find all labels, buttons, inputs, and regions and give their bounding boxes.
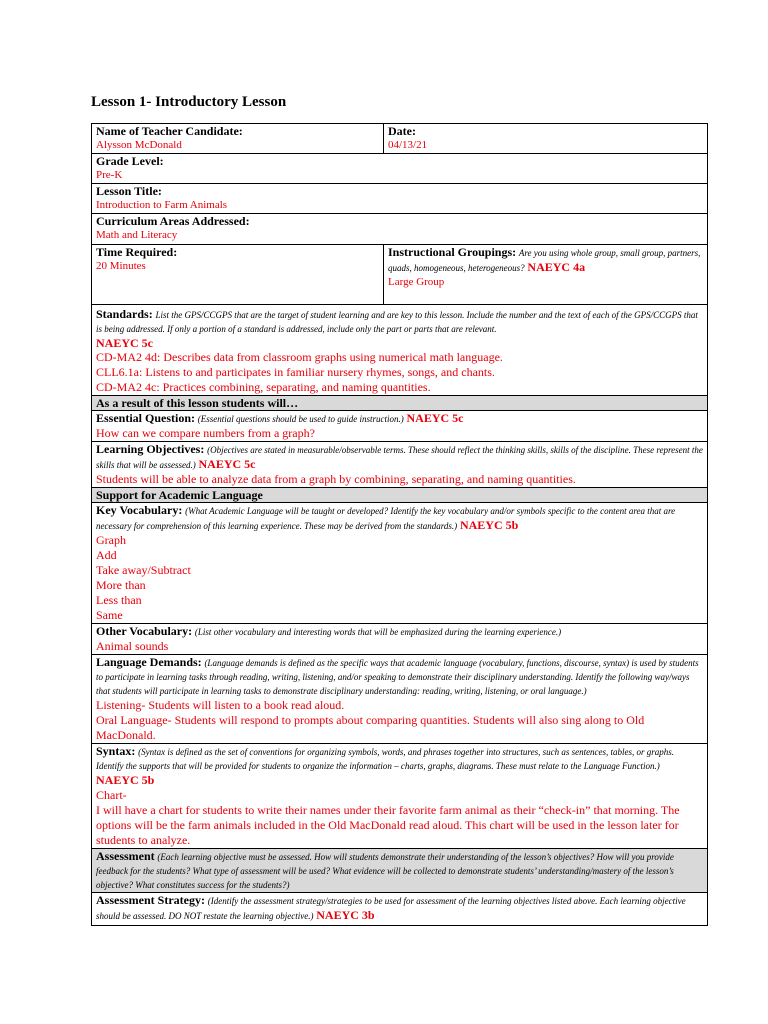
other-vocab-label: Other Vocabulary: <box>96 624 193 638</box>
grade-label: Grade Level: <box>96 154 164 168</box>
curriculum-cell <box>92 214 708 245</box>
lang-demands-label: Language Demands: <box>96 655 202 669</box>
assessment-cell <box>92 849 708 893</box>
groupings-prompt: Are you using whole group, small group, partners, quads, homogeneous, heterogeneous? <box>388 248 701 273</box>
groupings-label: Instructional Groupings: <box>388 245 517 259</box>
time-row <box>92 245 708 305</box>
vocab-item: Same <box>96 608 123 622</box>
assessment-row <box>92 849 708 893</box>
essential-cell <box>92 411 708 442</box>
lesson-title-label: Lesson Title: <box>96 184 162 198</box>
teacher-cell <box>92 124 384 154</box>
objectives-value: Students will be able to analyze data from a graph by combining, separating, and naming quantities. <box>96 472 576 486</box>
other-vocab-value: Animal sounds <box>96 639 169 653</box>
lang-demand-item: Oral Language- Students will respond to prompts about comparing quantities. Students will also sing along to Old MacDonald. <box>96 713 645 742</box>
grade-cell <box>92 154 708 184</box>
syntax-tag: NAEYC 5b <box>96 773 155 787</box>
strategy-row <box>92 893 708 926</box>
vocab-item: Add <box>96 548 117 562</box>
lesson-title-value: Introduction to Farm Animals <box>96 199 228 211</box>
objectives-row <box>92 442 708 488</box>
support-header: Support for Academic Language <box>92 488 708 503</box>
time-label: Time Required: <box>96 245 178 259</box>
lang-demands-cell <box>92 655 708 744</box>
syntax-prompt: (Syntax is defined as the set of conventions for organizing symbols, words, and phrases together into structures, such as sentences, tables, or graphs. Identify the supports that will be provided for students to organize the information – charts, graphs, diagrams. These must relate to the Language Function.) <box>96 747 675 771</box>
strategy-tag: NAEYC 3b <box>316 908 375 922</box>
syntax-cell <box>92 744 708 849</box>
objectives-tag: NAEYC 5c <box>198 457 256 471</box>
other-vocab-cell <box>92 624 708 655</box>
vocab-item: More than <box>96 578 146 592</box>
time-cell <box>92 245 384 305</box>
key-vocab-tag: NAEYC 5b <box>459 518 519 532</box>
syntax-item: I will have a chart for students to write their names under their favorite farm animal as their “check-in” that morning. The options will be the farm animals included in the Old MacDonald read aloud. This chart will be used in the lesson later for students to analyze. <box>96 803 680 847</box>
syntax-row <box>92 744 708 849</box>
groupings-tag: NAEYC 4a <box>527 260 586 274</box>
lang-demands-row <box>92 655 708 744</box>
standards-label: Standards: <box>96 307 153 321</box>
groupings-value: Large Group <box>388 276 445 288</box>
curriculum-value: Math and Literacy <box>96 229 178 241</box>
lang-demands-prompt: (Language demands is defined as the specific ways that academic language (vocabulary, functions, discourse, syntax) is used by students to participate in learning tasks through reading, writing, listening, and/or speaking to demonstrate their disciplinary understanding. Identify the following way/ways that students will participate in learning tasks to demonstrate disciplinary understanding: reading, writing, listening, or oral language.) <box>96 658 699 696</box>
standards-prompt: List the GPS/CCGPS that are the target of student learning and are key to this lesson. Include the number and the text of each of the GPS/CCGPS that is being addressed. If only a portion of a standard is addressed, include only the part or parts that are relevant. <box>96 310 698 334</box>
syntax-item: Chart- <box>96 788 127 802</box>
lesson-title-row <box>92 184 708 214</box>
page-title: Lesson 1- Introductory Lesson <box>91 94 287 110</box>
standards-cell <box>92 305 708 396</box>
vocab-item: Take away/Subtract <box>96 563 191 577</box>
assessment-label: Assessment <box>96 849 155 863</box>
date-label: Date: <box>388 124 416 138</box>
strategy-cell <box>92 893 708 926</box>
essential-row <box>92 411 708 442</box>
other-vocab-row <box>92 624 708 655</box>
other-vocab-prompt: (List other vocabulary and interesting words that will be emphasized during the learning experience.) <box>194 627 562 637</box>
essential-label: Essential Question: <box>96 411 196 425</box>
lang-demand-item: Listening- Students will listen to a book read aloud. <box>96 698 345 712</box>
standard-item: CLL6.1a: Listens to and participates in familiar nursery rhymes, songs, and chants. <box>96 365 495 379</box>
essential-prompt: (Essential questions should be used to guide instruction.) <box>197 414 404 424</box>
key-vocab-prompt: (What Academic Language will be taught or developed? Identify the key vocabulary and/or symbols specific to the content area that are necessary for comprehension of this learning experience. These may be derived from the standards.) <box>96 506 676 531</box>
result-header: As a result of this lesson students will… <box>92 396 708 411</box>
time-value: 20 Minutes <box>96 260 146 272</box>
essential-tag: NAEYC 5c <box>406 411 464 425</box>
objectives-label: Learning Objectives: <box>96 442 205 456</box>
standards-tag: NAEYC 5c <box>96 336 153 350</box>
key-vocab-row <box>92 503 708 624</box>
teacher-row <box>92 124 708 154</box>
objectives-cell <box>92 442 708 488</box>
date-value: 04/13/21 <box>388 139 428 151</box>
lesson-plan-table <box>91 123 708 926</box>
result-header-row <box>92 396 708 411</box>
key-vocab-cell <box>92 503 708 624</box>
curriculum-label: Curriculum Areas Addressed: <box>96 214 250 228</box>
essential-value: How can we compare numbers from a graph? <box>96 426 315 440</box>
syntax-label: Syntax: <box>96 744 136 758</box>
key-vocab-label: Key Vocabulary: <box>96 503 183 517</box>
vocab-item: Less than <box>96 593 142 607</box>
vocab-item: Graph <box>96 533 126 547</box>
assessment-prompt: (Each learning objective must be assessed. How will students demonstrate their understanding of the lesson’s objectives? How will you provide feedback for the students? What type of assessment will be used? What evidence will be collected to demonstrate students’ understanding/mastery of the lesson’s objective? What constitutes success for the students?) <box>96 852 674 890</box>
strategy-label: Assessment Strategy: <box>96 893 205 907</box>
groupings-cell <box>384 245 708 305</box>
teacher-name: Alysson McDonald <box>96 139 182 151</box>
grade-value: Pre-K <box>96 169 123 181</box>
standards-row <box>92 305 708 396</box>
support-header-row <box>92 488 708 503</box>
objectives-prompt: (Objectives are stated in measurable/observable terms. These should reflect the thinking skills, skills of the discipline. These represent the skills that will be assessed.) <box>96 445 703 470</box>
standard-item: CD-MA2 4d: Describes data from classroom graphs using numerical math language. <box>96 350 503 364</box>
standard-item: CD-MA2 4c: Practices combining, separating, and naming quantities. <box>96 380 431 394</box>
strategy-prompt: (Identify the assessment strategy/strategies to be used for assessment of the learning objectives listed above. Each learning objective should be assessed. DO NOT restate the learning objective.) <box>96 896 686 921</box>
lesson-title-cell <box>92 184 708 214</box>
teacher-label: Name of Teacher Candidate: <box>96 124 243 138</box>
date-cell <box>384 124 708 154</box>
curriculum-row <box>92 214 708 245</box>
grade-row <box>92 154 708 184</box>
